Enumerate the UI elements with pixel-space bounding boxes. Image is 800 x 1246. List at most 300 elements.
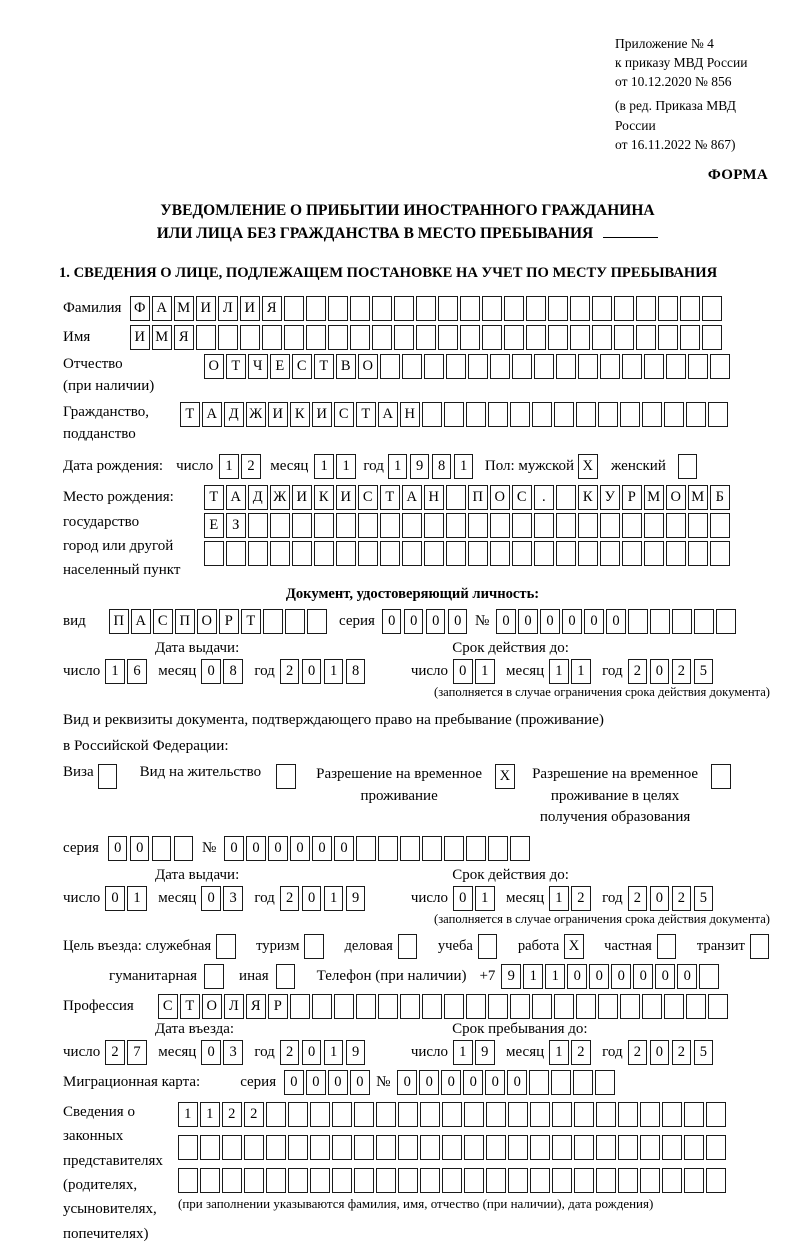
form-cell[interactable]: 0 [426, 609, 446, 634]
form-cell[interactable]: 0 [350, 1070, 370, 1095]
form-cell[interactable] [551, 1070, 571, 1095]
form-cell[interactable] [636, 325, 656, 350]
form-cell[interactable]: 1 [475, 659, 495, 684]
form-cell[interactable]: 1 [314, 454, 334, 479]
form-cell[interactable]: Д [248, 485, 268, 510]
form-cell[interactable] [578, 354, 598, 379]
form-cell[interactable] [486, 1102, 506, 1127]
form-cell[interactable] [688, 513, 708, 538]
form-cell[interactable] [332, 1135, 352, 1160]
form-cell[interactable] [686, 402, 706, 427]
form-cell[interactable]: П [468, 485, 488, 510]
form-cell[interactable] [248, 513, 268, 538]
form-cell[interactable]: 2 [280, 886, 300, 911]
form-cell[interactable]: 5 [694, 886, 714, 911]
form-cell[interactable] [307, 609, 327, 634]
form-cell[interactable] [240, 325, 260, 350]
form-cell[interactable] [650, 609, 670, 634]
form-cell[interactable] [636, 296, 656, 321]
form-cell[interactable]: 0 [677, 964, 697, 989]
form-cell[interactable] [350, 296, 370, 321]
form-cell[interactable] [574, 1135, 594, 1160]
form-cell[interactable]: А [226, 485, 246, 510]
form-cell[interactable]: 0 [633, 964, 653, 989]
form-cell[interactable] [658, 325, 678, 350]
form-cell[interactable]: О [490, 485, 510, 510]
form-cell[interactable] [620, 994, 640, 1019]
form-cell[interactable] [688, 541, 708, 566]
form-cell[interactable] [444, 836, 464, 861]
form-cell[interactable] [688, 354, 708, 379]
form-cell[interactable]: 2 [571, 886, 591, 911]
form-cell[interactable] [614, 325, 634, 350]
form-cell[interactable] [640, 1168, 660, 1193]
form-cell[interactable] [530, 1102, 550, 1127]
form-cell[interactable] [266, 1135, 286, 1160]
form-cell[interactable]: Р [622, 485, 642, 510]
form-cell[interactable] [622, 513, 642, 538]
form-cell[interactable]: 1 [336, 454, 356, 479]
form-cell[interactable] [468, 541, 488, 566]
form-cell[interactable] [620, 402, 640, 427]
form-cell[interactable]: Р [268, 994, 288, 1019]
form-cell[interactable] [596, 1102, 616, 1127]
form-cell[interactable] [680, 296, 700, 321]
form-cell[interactable]: 0 [584, 609, 604, 634]
form-cell[interactable]: Е [270, 354, 290, 379]
form-cell[interactable]: Б [710, 485, 730, 510]
form-cell[interactable] [716, 609, 736, 634]
form-cell[interactable] [380, 541, 400, 566]
form-cell[interactable]: 1 [324, 1040, 344, 1065]
form-cell[interactable]: 9 [346, 886, 366, 911]
form-cell[interactable]: 0 [655, 964, 675, 989]
form-cell[interactable] [284, 325, 304, 350]
form-cell[interactable]: 1 [453, 1040, 473, 1065]
form-cell[interactable]: 8 [223, 659, 243, 684]
form-cell[interactable] [442, 1102, 462, 1127]
form-cell[interactable] [314, 513, 334, 538]
form-cell[interactable] [378, 836, 398, 861]
form-cell[interactable]: 1 [545, 964, 565, 989]
form-cell[interactable] [488, 994, 508, 1019]
form-cell[interactable] [178, 1135, 198, 1160]
form-cell[interactable] [310, 1168, 330, 1193]
form-cell[interactable]: 0 [312, 836, 332, 861]
form-cell[interactable] [204, 541, 224, 566]
form-cell[interactable] [402, 513, 422, 538]
form-cell[interactable] [358, 541, 378, 566]
form-cell[interactable]: И [336, 485, 356, 510]
form-cell[interactable] [276, 964, 296, 989]
form-cell[interactable]: С [358, 485, 378, 510]
form-cell[interactable]: М [688, 485, 708, 510]
form-cell[interactable]: И [268, 402, 288, 427]
form-cell[interactable] [699, 964, 719, 989]
form-cell[interactable] [400, 836, 420, 861]
form-cell[interactable]: К [290, 402, 310, 427]
form-cell[interactable]: 1 [219, 454, 239, 479]
form-cell[interactable] [530, 1168, 550, 1193]
form-cell[interactable] [678, 454, 698, 479]
form-cell[interactable] [356, 994, 376, 1019]
form-cell[interactable] [263, 609, 283, 634]
form-cell[interactable] [530, 1135, 550, 1160]
form-cell[interactable] [576, 402, 596, 427]
form-cell[interactable] [276, 764, 296, 789]
form-cell[interactable]: С [158, 994, 178, 1019]
form-cell[interactable] [442, 1168, 462, 1193]
form-cell[interactable]: 2 [105, 1040, 125, 1065]
form-cell[interactable]: 0 [201, 1040, 221, 1065]
form-cell[interactable]: 2 [672, 659, 692, 684]
form-cell[interactable] [706, 1168, 726, 1193]
form-cell[interactable] [684, 1168, 704, 1193]
form-cell[interactable] [416, 296, 436, 321]
form-cell[interactable] [658, 296, 678, 321]
form-cell[interactable] [378, 994, 398, 1019]
form-cell[interactable] [98, 764, 118, 789]
form-cell[interactable] [600, 513, 620, 538]
form-cell[interactable] [598, 402, 618, 427]
form-cell[interactable] [218, 325, 238, 350]
form-cell[interactable] [512, 354, 532, 379]
form-cell[interactable] [642, 402, 662, 427]
form-cell[interactable] [600, 354, 620, 379]
form-cell[interactable] [592, 296, 612, 321]
form-cell[interactable]: 0 [507, 1070, 527, 1095]
form-cell[interactable] [508, 1168, 528, 1193]
form-cell[interactable] [402, 354, 422, 379]
form-cell[interactable]: 0 [496, 609, 516, 634]
form-cell[interactable] [618, 1102, 638, 1127]
form-cell[interactable]: О [197, 609, 217, 634]
form-cell[interactable] [226, 541, 246, 566]
form-cell[interactable]: 8 [432, 454, 452, 479]
form-cell[interactable]: 1 [127, 886, 147, 911]
form-cell[interactable]: 9 [410, 454, 430, 479]
form-cell[interactable] [328, 325, 348, 350]
form-cell[interactable] [394, 325, 414, 350]
form-cell[interactable] [424, 354, 444, 379]
form-cell[interactable] [400, 994, 420, 1019]
form-cell[interactable] [684, 1135, 704, 1160]
form-cell[interactable] [512, 541, 532, 566]
form-cell[interactable] [398, 1168, 418, 1193]
form-cell[interactable]: 0 [201, 659, 221, 684]
form-cell[interactable] [380, 354, 400, 379]
form-cell[interactable] [510, 402, 530, 427]
form-cell[interactable] [592, 325, 612, 350]
form-cell[interactable] [672, 609, 692, 634]
form-cell[interactable] [398, 1102, 418, 1127]
form-cell[interactable]: 0 [650, 886, 670, 911]
form-cell[interactable] [244, 1135, 264, 1160]
form-cell[interactable] [464, 1135, 484, 1160]
form-cell[interactable]: 0 [485, 1070, 505, 1095]
form-cell[interactable] [526, 325, 546, 350]
form-cell[interactable]: Т [380, 485, 400, 510]
form-cell[interactable]: 0 [562, 609, 582, 634]
form-cell[interactable]: Т [180, 994, 200, 1019]
form-cell[interactable] [312, 994, 332, 1019]
form-cell[interactable] [288, 1102, 308, 1127]
form-cell[interactable]: 0 [441, 1070, 461, 1095]
form-cell[interactable] [684, 1102, 704, 1127]
form-cell[interactable] [666, 541, 686, 566]
form-cell[interactable]: К [578, 485, 598, 510]
form-cell[interactable] [310, 1135, 330, 1160]
form-cell[interactable] [534, 354, 554, 379]
form-cell[interactable]: Т [226, 354, 246, 379]
form-cell[interactable]: С [512, 485, 532, 510]
form-cell[interactable] [288, 1135, 308, 1160]
form-cell[interactable] [306, 325, 326, 350]
form-cell[interactable]: М [174, 296, 194, 321]
form-cell[interactable] [556, 541, 576, 566]
form-cell[interactable]: 0 [268, 836, 288, 861]
form-cell[interactable]: А [152, 296, 172, 321]
form-cell[interactable] [358, 513, 378, 538]
form-cell[interactable] [622, 354, 642, 379]
form-cell[interactable] [600, 541, 620, 566]
form-cell[interactable] [640, 1102, 660, 1127]
form-cell[interactable]: 0 [306, 1070, 326, 1095]
form-cell[interactable]: М [152, 325, 172, 350]
form-cell[interactable] [702, 325, 722, 350]
form-cell[interactable] [532, 402, 552, 427]
form-cell[interactable]: 2 [244, 1102, 264, 1127]
form-cell[interactable] [666, 354, 686, 379]
form-cell[interactable]: 8 [346, 659, 366, 684]
form-cell[interactable]: И [292, 485, 312, 510]
form-cell[interactable] [614, 296, 634, 321]
form-cell[interactable]: И [312, 402, 332, 427]
form-cell[interactable] [548, 296, 568, 321]
form-cell[interactable]: Ж [270, 485, 290, 510]
form-cell[interactable] [152, 836, 172, 861]
form-cell[interactable]: 0 [302, 886, 322, 911]
form-cell[interactable]: Я [262, 296, 282, 321]
form-cell[interactable] [486, 1168, 506, 1193]
form-cell[interactable] [504, 296, 524, 321]
form-cell[interactable] [376, 1135, 396, 1160]
form-cell[interactable]: 2 [628, 886, 648, 911]
form-cell[interactable]: 0 [302, 1040, 322, 1065]
form-cell[interactable] [642, 994, 662, 1019]
form-cell[interactable] [628, 609, 648, 634]
form-cell[interactable]: О [202, 994, 222, 1019]
form-cell[interactable] [292, 541, 312, 566]
form-cell[interactable] [266, 1102, 286, 1127]
form-cell[interactable]: Н [400, 402, 420, 427]
form-cell[interactable] [504, 325, 524, 350]
form-cell[interactable]: 3 [223, 1040, 243, 1065]
form-cell[interactable]: 9 [501, 964, 521, 989]
form-cell[interactable] [285, 609, 305, 634]
form-cell[interactable]: П [109, 609, 129, 634]
form-cell[interactable]: 0 [284, 1070, 304, 1095]
form-cell[interactable] [290, 994, 310, 1019]
form-cell[interactable] [468, 513, 488, 538]
form-cell[interactable]: 0 [567, 964, 587, 989]
form-cell[interactable] [708, 402, 728, 427]
form-cell[interactable] [394, 296, 414, 321]
form-cell[interactable] [706, 1102, 726, 1127]
form-cell[interactable] [710, 541, 730, 566]
form-cell[interactable]: В [336, 354, 356, 379]
form-cell[interactable] [444, 994, 464, 1019]
form-cell[interactable] [398, 1135, 418, 1160]
form-cell[interactable] [372, 296, 392, 321]
form-cell[interactable] [466, 994, 486, 1019]
form-cell[interactable] [204, 964, 224, 989]
form-cell[interactable]: Д [224, 402, 244, 427]
form-cell[interactable] [464, 1168, 484, 1193]
form-cell[interactable]: Т [180, 402, 200, 427]
form-cell[interactable]: X [564, 934, 584, 959]
form-cell[interactable]: Ф [130, 296, 150, 321]
form-cell[interactable] [595, 1070, 615, 1095]
form-cell[interactable] [420, 1102, 440, 1127]
form-cell[interactable] [306, 296, 326, 321]
form-cell[interactable]: 0 [650, 659, 670, 684]
form-cell[interactable]: 0 [448, 609, 468, 634]
form-cell[interactable] [512, 513, 532, 538]
form-cell[interactable] [622, 541, 642, 566]
form-cell[interactable] [510, 836, 530, 861]
form-cell[interactable] [552, 1102, 572, 1127]
form-cell[interactable]: 0 [463, 1070, 483, 1095]
form-cell[interactable]: 1 [571, 659, 591, 684]
form-cell[interactable] [488, 402, 508, 427]
form-cell[interactable] [178, 1168, 198, 1193]
form-cell[interactable] [750, 934, 770, 959]
form-cell[interactable]: 0 [518, 609, 538, 634]
form-cell[interactable]: 1 [523, 964, 543, 989]
form-cell[interactable] [482, 325, 502, 350]
form-cell[interactable] [354, 1135, 374, 1160]
form-cell[interactable]: И [196, 296, 216, 321]
form-cell[interactable] [556, 513, 576, 538]
form-cell[interactable]: 2 [571, 1040, 591, 1065]
form-cell[interactable]: 0 [328, 1070, 348, 1095]
form-cell[interactable]: 2 [280, 659, 300, 684]
form-cell[interactable] [644, 513, 664, 538]
form-cell[interactable]: 3 [223, 886, 243, 911]
form-cell[interactable] [174, 836, 194, 861]
form-cell[interactable]: 2 [672, 1040, 692, 1065]
form-cell[interactable] [446, 513, 466, 538]
form-cell[interactable] [552, 1135, 572, 1160]
form-cell[interactable]: О [204, 354, 224, 379]
form-cell[interactable] [578, 513, 598, 538]
form-cell[interactable] [420, 1168, 440, 1193]
form-cell[interactable]: А [402, 485, 422, 510]
form-cell[interactable]: А [202, 402, 222, 427]
form-cell[interactable] [402, 541, 422, 566]
form-cell[interactable] [694, 609, 714, 634]
form-cell[interactable] [556, 485, 576, 510]
form-cell[interactable]: А [378, 402, 398, 427]
form-cell[interactable]: О [666, 485, 686, 510]
form-cell[interactable] [350, 325, 370, 350]
form-cell[interactable]: 1 [454, 454, 474, 479]
form-cell[interactable]: . [534, 485, 554, 510]
form-cell[interactable]: 2 [222, 1102, 242, 1127]
form-cell[interactable]: X [495, 764, 515, 789]
form-cell[interactable]: 2 [628, 1040, 648, 1065]
form-cell[interactable] [486, 1135, 506, 1160]
form-cell[interactable] [664, 994, 684, 1019]
form-cell[interactable] [526, 296, 546, 321]
form-cell[interactable] [490, 513, 510, 538]
form-cell[interactable] [548, 325, 568, 350]
form-cell[interactable]: 1 [475, 886, 495, 911]
form-cell[interactable] [376, 1168, 396, 1193]
form-cell[interactable]: Т [314, 354, 334, 379]
form-cell[interactable] [666, 513, 686, 538]
form-cell[interactable]: 5 [694, 1040, 714, 1065]
form-cell[interactable]: Л [224, 994, 244, 1019]
form-cell[interactable] [534, 541, 554, 566]
form-cell[interactable] [466, 836, 486, 861]
form-cell[interactable] [292, 513, 312, 538]
form-cell[interactable]: 0 [334, 836, 354, 861]
form-cell[interactable] [644, 354, 664, 379]
form-cell[interactable]: Я [174, 325, 194, 350]
form-cell[interactable]: С [292, 354, 312, 379]
form-cell[interactable]: К [314, 485, 334, 510]
form-cell[interactable] [657, 934, 677, 959]
form-cell[interactable] [356, 836, 376, 861]
form-cell[interactable] [640, 1135, 660, 1160]
form-cell[interactable]: Р [219, 609, 239, 634]
form-cell[interactable]: Т [241, 609, 261, 634]
form-cell[interactable]: 0 [105, 886, 125, 911]
form-cell[interactable] [686, 994, 706, 1019]
form-cell[interactable] [554, 994, 574, 1019]
form-cell[interactable] [662, 1168, 682, 1193]
form-cell[interactable]: 0 [382, 609, 402, 634]
form-cell[interactable]: И [130, 325, 150, 350]
form-cell[interactable]: 0 [650, 1040, 670, 1065]
form-cell[interactable] [270, 513, 290, 538]
form-cell[interactable] [570, 325, 590, 350]
form-cell[interactable] [711, 764, 731, 789]
form-cell[interactable] [573, 1070, 593, 1095]
form-cell[interactable] [372, 325, 392, 350]
form-cell[interactable]: Я [246, 994, 266, 1019]
form-cell[interactable] [508, 1102, 528, 1127]
form-cell[interactable]: 1 [200, 1102, 220, 1127]
form-cell[interactable] [416, 325, 436, 350]
form-cell[interactable]: 6 [127, 659, 147, 684]
form-cell[interactable] [304, 934, 324, 959]
form-cell[interactable]: 9 [475, 1040, 495, 1065]
form-cell[interactable]: А [131, 609, 151, 634]
form-cell[interactable] [422, 994, 442, 1019]
form-cell[interactable] [460, 296, 480, 321]
form-cell[interactable] [266, 1168, 286, 1193]
form-cell[interactable] [398, 934, 418, 959]
form-cell[interactable]: 2 [628, 659, 648, 684]
form-cell[interactable] [444, 402, 464, 427]
form-cell[interactable]: 1 [324, 886, 344, 911]
form-cell[interactable]: 0 [606, 609, 626, 634]
form-cell[interactable] [420, 1135, 440, 1160]
form-cell[interactable] [332, 1102, 352, 1127]
